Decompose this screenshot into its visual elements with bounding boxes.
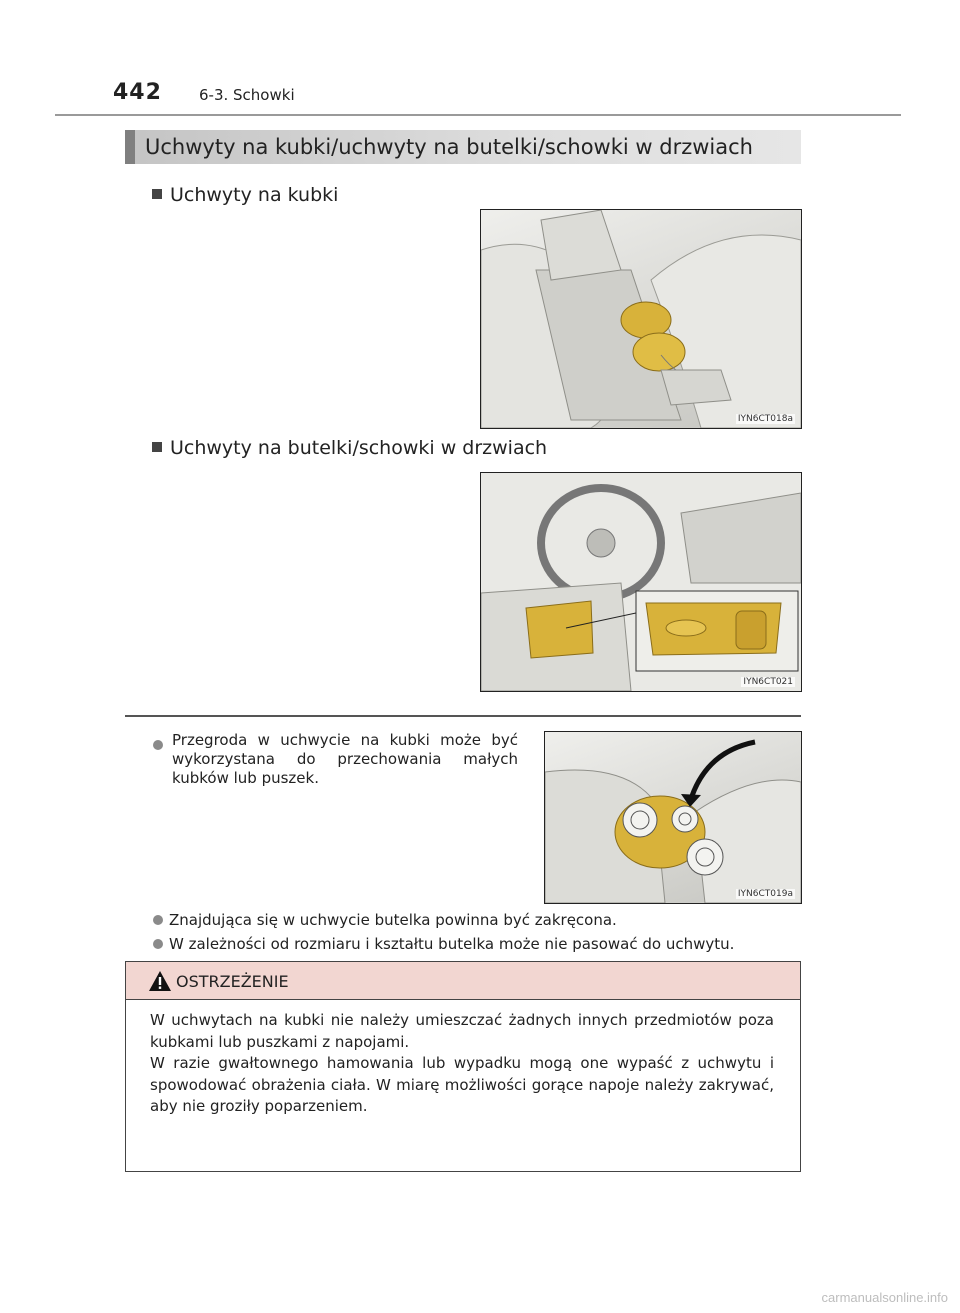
subsection-heading-text: Uchwyty na butelki/schowki w drzwiach bbox=[170, 437, 548, 459]
figure-code: IYN6CT021 bbox=[743, 677, 793, 687]
warning-body bbox=[150, 1010, 774, 1118]
header-divider bbox=[55, 114, 901, 116]
cup-holder-illustration bbox=[481, 210, 801, 428]
bullet-item bbox=[153, 911, 617, 930]
bullet-text: Przegroda w uchwycie na kubki może być wykorzystana do przechowania małych kubków lub puszek. bbox=[172, 731, 518, 787]
page-number: 442 bbox=[113, 80, 162, 105]
figure-cup-holders bbox=[480, 209, 802, 429]
bullet-text: Znajdująca się w uchwycie butelka powinna być zakręcona. bbox=[169, 911, 617, 929]
figure-code: IYN6CT019a bbox=[737, 889, 793, 899]
warning-paragraph: W uchwytach na kubki nie należy umieszczać żadnych innych przedmiotów poza kubkami lub puszkami z napojami. bbox=[150, 1011, 774, 1051]
subsection-heading-bottle-holders bbox=[152, 437, 547, 459]
warning-box bbox=[125, 961, 801, 1172]
dot-icon bbox=[153, 740, 163, 750]
chapter-title: 6-3. Schowki bbox=[199, 86, 295, 104]
subsection-heading-cup-holders bbox=[152, 184, 338, 206]
warning-header bbox=[126, 962, 800, 1000]
dot-icon bbox=[153, 915, 163, 925]
bullet-text: W zależności od rozmiaru i kształtu butelka może nie pasować do uchwytu. bbox=[169, 935, 735, 953]
section-title-bar bbox=[125, 130, 801, 164]
bullet-dot-icon bbox=[153, 735, 169, 754]
warning-triangle-icon bbox=[148, 970, 172, 992]
dot-icon bbox=[153, 939, 163, 949]
section-accent bbox=[125, 130, 135, 164]
section-title: Uchwyty na kubki/uchwyty na butelki/schowki w drzwiach bbox=[145, 135, 753, 159]
square-bullet-icon bbox=[152, 189, 162, 199]
watermark: carmanualsonline.info bbox=[821, 1290, 948, 1305]
bullet-item bbox=[153, 935, 734, 954]
warning-paragraph: W razie gwałtownego hamowania lub wypadku mogą one wypaść z uchwytu i spowodować obrażenia ciała. W miarę możliwości gorące napoje należy zakrywać, aby nie groziły poparzeniem. bbox=[150, 1054, 774, 1115]
cup-divider-illustration bbox=[545, 732, 801, 903]
figure-cup-divider bbox=[544, 731, 802, 904]
warning-title: OSTRZEŻENIE bbox=[176, 972, 289, 991]
square-bullet-icon bbox=[152, 442, 162, 452]
subsection-heading-text: Uchwyty na kubki bbox=[170, 184, 339, 206]
figure-door-pockets bbox=[480, 472, 802, 692]
door-pocket-illustration bbox=[481, 473, 801, 691]
figure-code: IYN6CT018a bbox=[737, 414, 793, 424]
content-divider bbox=[125, 715, 801, 717]
